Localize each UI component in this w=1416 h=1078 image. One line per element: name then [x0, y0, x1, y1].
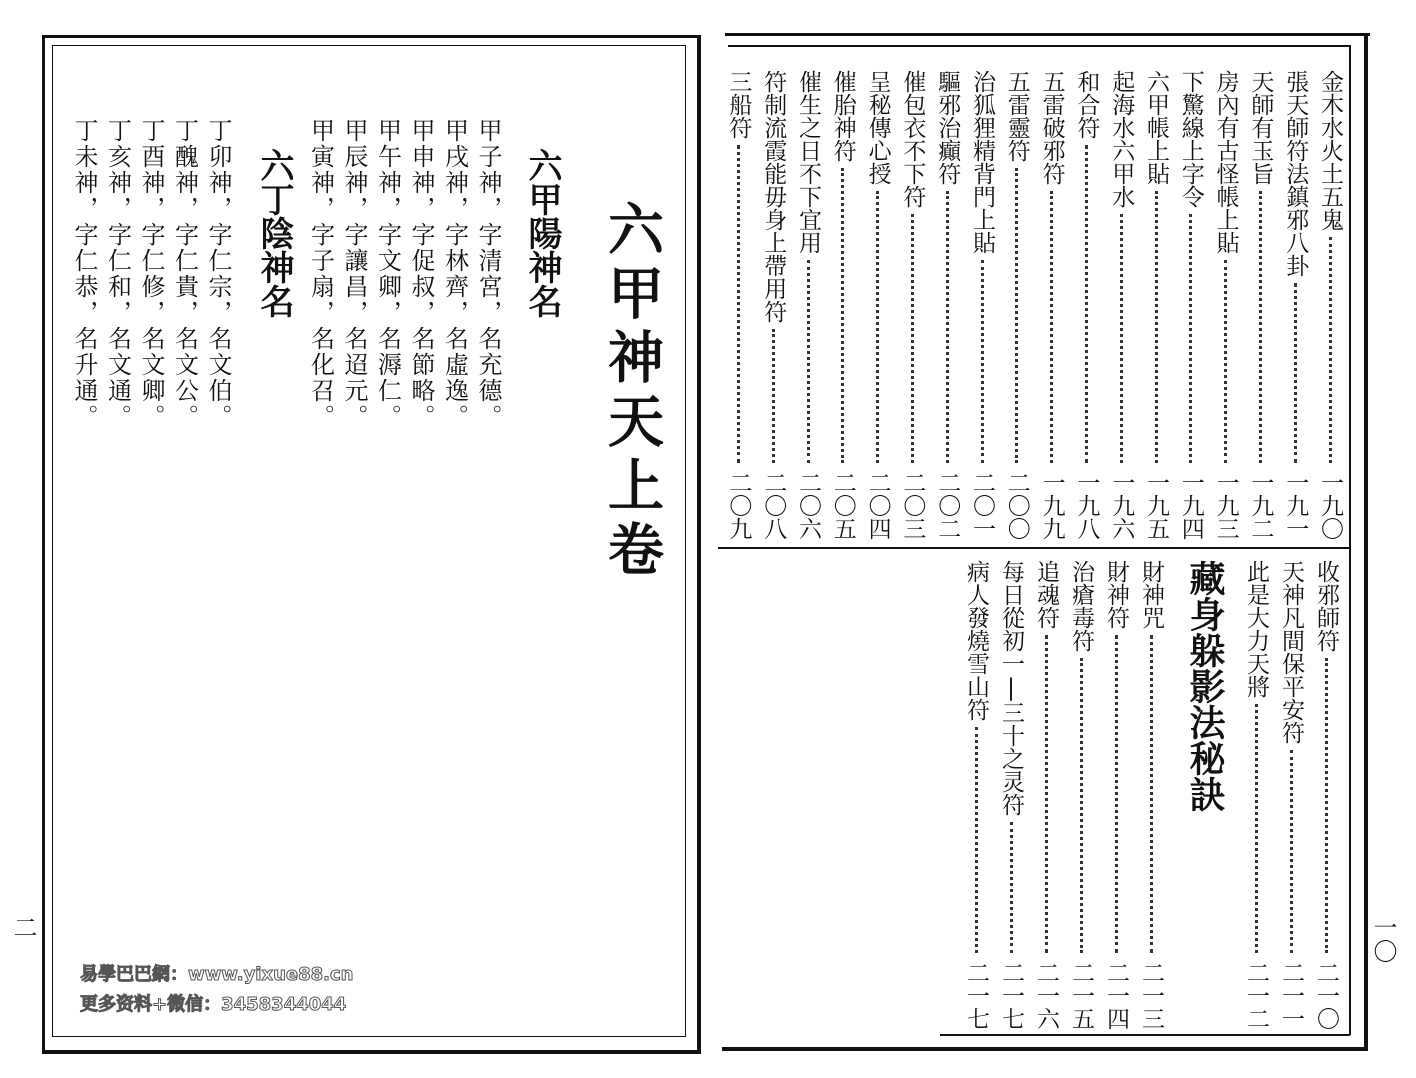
- toc-entry: [961, 560, 991, 1030]
- toc-entry-title: 財神咒: [1138, 560, 1164, 629]
- toc-entry-page: 一九九: [1038, 471, 1065, 540]
- toc-entry: [723, 70, 753, 540]
- yang-entry: 甲戌神，字林齊，名虛逸。: [440, 118, 469, 430]
- toc-entry: [1241, 560, 1271, 1030]
- dot-leader: [807, 260, 810, 463]
- dot-leader: [737, 145, 740, 463]
- toc-entry-title: 五雷靈符: [1003, 70, 1030, 162]
- toc-entry: [1136, 560, 1166, 1030]
- book-title: 六甲神天上卷: [599, 200, 665, 584]
- dot-leader: [1224, 260, 1227, 463]
- right-page-right-rule: [1364, 35, 1368, 1051]
- yin-entry: 丁未神，字仁恭，名升通。: [70, 118, 98, 430]
- toc-entry-page: 二一一: [1278, 961, 1304, 1030]
- right-page-top-inner-rule: [728, 45, 1350, 47]
- toc-entry: [967, 70, 997, 540]
- toc-entry: [996, 560, 1026, 1030]
- toc-entry: [1280, 70, 1310, 540]
- dot-leader: [946, 191, 949, 463]
- yin-entry: 丁亥神，字仁和，名文通。: [103, 118, 132, 430]
- toc-entry-page: 一九〇: [1317, 471, 1343, 540]
- dot-leader: [1290, 750, 1293, 953]
- toc-entry: [758, 70, 788, 540]
- yang-entry: 甲寅神，字子扇，名化召。: [306, 118, 335, 430]
- dot-leader: [1045, 635, 1048, 953]
- yin-heading: 六丁陰神名: [254, 148, 294, 318]
- dot-leader: [1155, 191, 1158, 463]
- dot-leader: [1015, 168, 1018, 463]
- toc-entry-page: 二一五: [1068, 961, 1094, 1030]
- toc-entry-title: 三船符: [725, 70, 752, 139]
- yang-entry: 甲子神，字清宮，名充德。: [474, 118, 502, 430]
- right-page-bottom-inner-rule: [940, 1034, 1350, 1036]
- yang-entry: 甲申神，字促叔，名節略。: [407, 118, 435, 430]
- toc-entry-title: 金木水火土五鬼: [1317, 70, 1343, 231]
- toc-entry-title: 治狐狸精背門上貼: [969, 70, 995, 254]
- toc-entry-title: 此是大力天將: [1243, 560, 1269, 698]
- toc-entry: [1071, 70, 1101, 540]
- right-page-right-inner-rule: [1349, 45, 1351, 1035]
- toc-entry-page: 二一七: [963, 961, 989, 1030]
- dot-leader: [876, 191, 879, 463]
- toc-entry-title: 張天師符法鎮邪八卦: [1282, 70, 1309, 277]
- yang-heading: 六甲陽神名: [522, 148, 562, 318]
- toc-entry: [1037, 70, 1067, 540]
- toc-entry-page: 二〇三: [899, 471, 926, 540]
- dot-leader: [981, 260, 984, 463]
- section-divider: [718, 547, 1350, 549]
- toc-entry: [1002, 70, 1032, 540]
- toc-entry-page: 二一七: [998, 961, 1024, 1030]
- dot-leader: [1085, 145, 1088, 463]
- toc-entry-page: 二一三: [1138, 961, 1164, 1030]
- toc-entry-page: 一九八: [1073, 471, 1100, 540]
- dot-leader: [841, 168, 844, 463]
- dot-leader: [1050, 191, 1053, 463]
- right-page-bottom-rule: [722, 1047, 1368, 1051]
- dot-leader: [1150, 635, 1153, 953]
- toc-entry-title: 下驚線上字令: [1177, 70, 1204, 208]
- toc-entry: [1031, 560, 1061, 1030]
- toc-entry-title: 房內有古怪帳上貼: [1212, 70, 1239, 254]
- toc-entry-title: 催包衣不下符: [899, 70, 926, 208]
- toc-entry-title: 符制流霞能毋身上帶用符: [760, 70, 787, 323]
- watermark-line-1: 易學巴巴網：www.yixue88.cn: [80, 964, 354, 985]
- dot-leader: [1325, 658, 1328, 953]
- toc-entry: [1106, 70, 1136, 540]
- toc-entry: [793, 70, 823, 540]
- toc-entry-title: 和合符: [1073, 70, 1100, 139]
- dot-leader: [1120, 214, 1123, 463]
- toc-entry-page: 二一二: [1243, 961, 1269, 1030]
- yin-entry: 丁酉神，字仁修，名文卿。: [137, 118, 165, 430]
- toc-entry-page: 一九五: [1143, 471, 1169, 540]
- toc-entry-title: 起海水六甲水: [1108, 70, 1135, 208]
- toc-entry-page: 二一〇: [1313, 961, 1339, 1030]
- left-page-number: 二: [9, 915, 37, 939]
- toc-entry-page: 二〇一: [969, 471, 995, 540]
- toc-entry: [828, 70, 858, 540]
- toc-entry: [1176, 70, 1206, 540]
- dot-leader: [772, 329, 775, 463]
- toc-entry: [863, 70, 893, 540]
- toc-entry-page: 二〇四: [864, 471, 891, 540]
- dot-leader: [1259, 191, 1262, 463]
- toc-entry-page: 二一六: [1033, 961, 1059, 1030]
- toc-entry-title: 治瘡毒符: [1068, 560, 1094, 652]
- right-page-number: 一〇: [1369, 915, 1397, 963]
- toc-entry-title: 天師有玉旨: [1247, 70, 1274, 185]
- toc-entry: [897, 70, 927, 540]
- dot-leader: [1294, 283, 1297, 463]
- yang-entry: 甲午神，字文卿，名溽仁。: [373, 118, 402, 430]
- toc-entry-page: 一九二: [1247, 471, 1274, 540]
- toc-entry-page: 一九四: [1177, 471, 1204, 540]
- dot-leader: [1189, 214, 1192, 463]
- toc-entry: [1066, 560, 1096, 1030]
- toc-entry-title: 追魂符: [1033, 560, 1059, 629]
- toc-entry-page: 一九一: [1282, 471, 1309, 540]
- toc-entry: [1245, 70, 1275, 540]
- toc-entry-title: 驅邪治癲符: [934, 70, 961, 185]
- toc-entry-page: 二〇五: [829, 471, 856, 540]
- dot-leader: [975, 727, 978, 953]
- toc-entry-title: 六甲帳上貼: [1143, 70, 1169, 185]
- toc-entry-title: 呈秘傳心授: [864, 70, 891, 185]
- toc-entry-title: 天神凡間保平安符: [1278, 560, 1304, 744]
- toc-entry: [1315, 70, 1345, 540]
- toc-entry-page: 二〇二: [934, 471, 961, 540]
- toc-entry: [1276, 560, 1306, 1030]
- yin-entry: 丁卯神，字仁宗，名文伯。: [204, 118, 232, 430]
- toc-entry: [1141, 70, 1171, 540]
- toc-entry-title: 催生之日不下宜用: [795, 70, 821, 254]
- dot-leader: [1255, 704, 1258, 953]
- yin-entry: 丁醜神，字仁貴，名文公。: [170, 118, 199, 430]
- toc-entry-page: 二〇〇: [1003, 471, 1030, 540]
- dot-leader: [1329, 237, 1332, 463]
- toc-entry-page: 二一四: [1103, 961, 1129, 1030]
- right-page-top-rule: [725, 33, 1370, 36]
- toc-entry-title: 收邪師符: [1313, 560, 1339, 652]
- toc-entry-page: 二〇八: [760, 471, 787, 540]
- toc-entry: [1311, 560, 1341, 1030]
- toc-entry: [1101, 560, 1131, 1030]
- toc-entry: [1211, 70, 1241, 540]
- toc-entry-page: 一九三: [1212, 471, 1239, 540]
- toc-entry-title: 病人發燒雪山符: [963, 560, 989, 721]
- toc-entry-title: 財神符: [1103, 560, 1129, 629]
- dot-leader: [1010, 822, 1013, 953]
- toc-entry-page: 二〇九: [725, 471, 752, 540]
- toc-entry-title: 每日從初一|三十之灵符: [998, 560, 1024, 816]
- toc-entry-title: 五雷破邪符: [1038, 70, 1065, 185]
- toc-entry-page: 一九六: [1108, 471, 1135, 540]
- dot-leader: [1115, 635, 1118, 953]
- section-heading: 藏身躲影法秘訣: [1184, 560, 1225, 812]
- toc-entry-title: 催胎神符: [829, 70, 856, 162]
- yang-entry: 甲辰神，字讓昌，名迢元。: [340, 118, 368, 430]
- toc-entry: [932, 70, 962, 540]
- watermark-line-2: 更多资料+微信：3458344044: [80, 994, 347, 1015]
- dot-leader: [1080, 658, 1083, 953]
- toc-entry-page: 二〇六: [795, 471, 821, 540]
- dot-leader: [911, 214, 914, 463]
